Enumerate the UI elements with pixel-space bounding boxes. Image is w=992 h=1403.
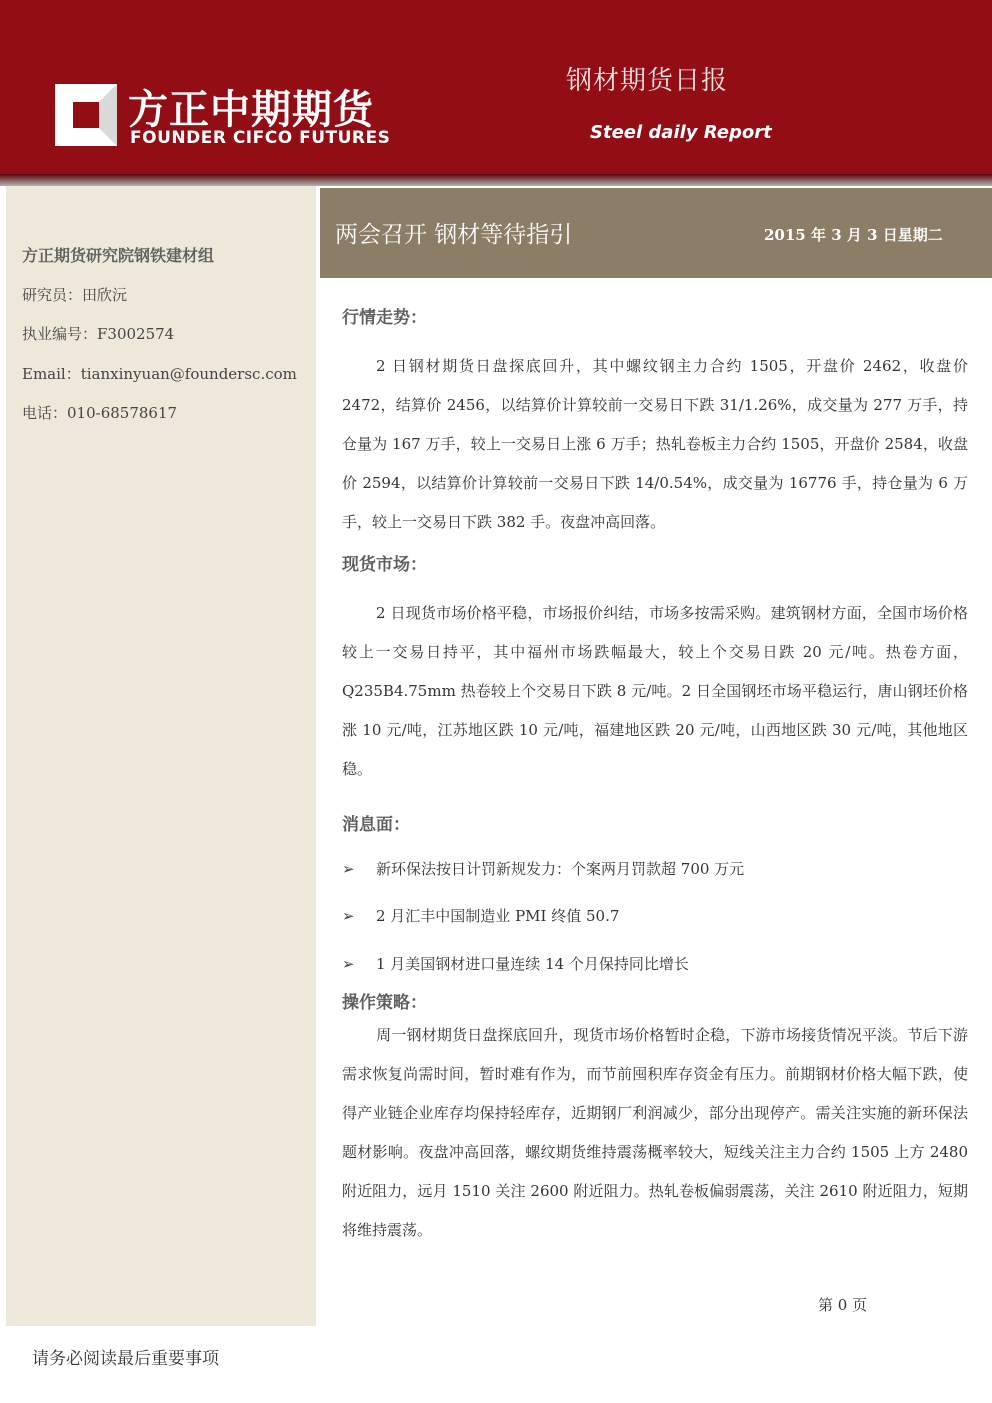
page-number: 第 0 页: [818, 1296, 868, 1314]
sidebar-email[interactable]: Email：tianxinyuan@foundersc.com: [22, 365, 297, 383]
news-item: ➢ 1 月美国钢材进口量连续 14 个月保持同比增长: [342, 955, 689, 973]
report-title-cn: 钢材期货日报: [566, 66, 729, 96]
sidebar-license: 执业编号：F3002574: [22, 325, 175, 343]
section-heading-spot: 现货市场：: [342, 555, 427, 575]
author-sidebar: [6, 186, 316, 1326]
bullet-arrow-icon: ➢: [342, 907, 355, 925]
founder-logo-icon: [55, 84, 117, 146]
logo-english-name: FOUNDER CIFCO FUTURES: [130, 128, 391, 148]
spot-paragraph: [342, 594, 968, 789]
section-heading-strategy: 操作策略：: [342, 993, 427, 1013]
strategy-paragraph: [342, 1016, 968, 1250]
header-divider: [0, 174, 992, 186]
section-heading-news: 消息面：: [342, 815, 410, 835]
market-paragraph: [342, 347, 968, 542]
page-title: 两会召开 钢材等待指引: [335, 222, 573, 248]
sidebar-phone: 电话：010-68578617: [22, 404, 178, 422]
bullet-arrow-icon: ➢: [342, 860, 355, 878]
spot-text: 2 日现货市场价格平稳，市场报价纠结，市场多按需采购。建筑钢材方面，全国市场价格较上一交易日持平，其中福州市场跌幅最大，较上个交易日跌 20 元/吨。热卷方面，Q235B4.75mm 热卷较上个交易日下跌 8 元/吨。2 日全国钢坯市场平稳运行，唐山钢坯价格涨 10 元/吨，江苏地区跌 10 元/吨，福建地区跌 20 元/吨，山西地区跌 30 元/吨，其他地区稳。: [342, 604, 968, 778]
bullet-arrow-icon: ➢: [342, 955, 355, 973]
logo-chinese-name: 方正中期期货: [128, 87, 374, 133]
sidebar-org: 方正期货研究院钢铁建材组: [22, 246, 215, 265]
news-item: ➢ 2 月汇丰中国制造业 PMI 终值 50.7: [342, 907, 620, 925]
report-title-en: Steel daily Report: [590, 122, 772, 143]
strategy-text: 周一钢材期货日盘探底回升，现货市场价格暂时企稳，下游市场接货情况平淡。节后下游需求恢复尚需时间，暂时难有作为，而节前囤积库存资金有压力。前期钢材价格大幅下跌，使得产业链企业库存均保持轻库存，近期钢厂利润减少，部分出现停产。需关注实施的新环保法题材影响。夜盘冲高回落，螺纹期货维持震荡概率较大，短线关注主力合约 1505 上方 2480 附近阻力，远月 1510 关注 2600 附近阻力。热轧卷板偏弱震荡，关注 2610 附近阻力，短期将维持震荡。: [342, 1026, 968, 1239]
report-date: 2015 年 3 月 3 日星期二: [764, 226, 943, 244]
news-item: ➢ 新环保法按日计罚新规发力：个案两月罚款超 700 万元: [342, 860, 745, 878]
disclaimer-note: 请务必阅读最后重要事项: [32, 1349, 219, 1369]
sidebar-researcher: 研究员：田欣沅: [22, 286, 128, 304]
market-text: 2 日钢材期货日盘探底回升，其中螺纹钢主力合约 1505，开盘价 2462，收盘价 2472，结算价 2456，以结算价计算较前一交易日下跌 31/1.26%，成交量为 277 万手，持仓量为 167 万手，较上一交易日上涨 6 万手；热轧卷板主力合约 1505，开盘价 2584，收盘价 2594，以结算价计算较前一交易日下跌 14/0.54%，成交量为 16776 手，持仓量为 6 万手，较上一交易日下跌 382 手。夜盘冲高回落。: [342, 357, 968, 531]
section-heading-market: 行情走势：: [342, 308, 427, 328]
